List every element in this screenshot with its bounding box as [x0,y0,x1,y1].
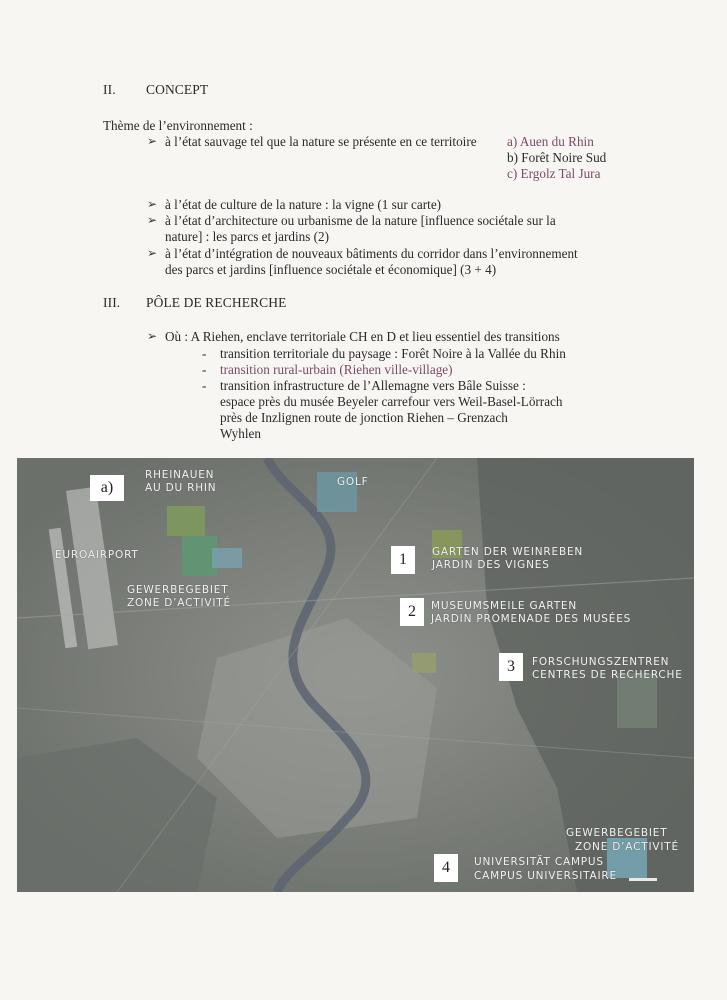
transition-rural-urbain: transition rural-urbain (Riehen ville-village) [220,362,453,377]
arrow-bullet-icon: ➢ [147,197,158,211]
arrow-bullet-icon: ➢ [147,329,158,343]
map-marker-4: 4 [434,854,458,882]
bullet-wild-nature: à l’état sauvage tel que la nature se présente en ce territoire [165,134,477,149]
bullet-integration-line2: des parcs et jardins [influence sociétale et économique] (3 + 4) [165,262,497,277]
map-marker-2: 2 [400,598,424,626]
arrow-bullet-icon: ➢ [147,213,158,227]
aerial-map [17,458,694,892]
map-marker-1: 1 [391,546,415,574]
label-zone-activite-2: ZONE D’ACTIVITÉ [575,841,679,853]
item-ergolz-tal-jura: c) Ergolz Tal Jura [507,166,601,181]
bullet-architecture-line2: nature] : les parcs et jardins (2) [165,229,330,244]
section-3-number: III. [103,295,121,310]
transition-infrastructure-line3: près de Inzlignen route de jonction Riehen – Grenzach [220,410,508,425]
label-zone-activite-1: ZONE D’ACTIVITÉ [127,597,231,609]
transition-infrastructure-line1: transition infrastructure de l’Allemagne vers Bâle Suisse : [220,378,526,393]
label-gewerbegebiet-1: GEWERBEGEBIET [127,584,229,596]
label-jardin-promenade: JARDIN PROMENADE DES MUSÉES [431,613,632,625]
label-forschungszentren: FORSCHUNGSZENTREN [532,656,670,668]
label-universitat-campus: UNIVERSITÄT CAMPUS [474,856,604,868]
label-museumsmeile: MUSEUMSMEILE GARTEN [431,600,578,612]
arrow-bullet-icon: ➢ [147,134,158,148]
bullet-culture-vigne: à l’état de culture de la nature : la vigne (1 sur carte) [165,197,442,212]
transition-territoriale: transition territoriale du paysage : Forêt Noire à la Vallée du Rhin [220,346,566,361]
dash: - [202,362,207,377]
label-golf: GOLF [337,476,369,488]
label-gewerbegebiet-2: GEWERBEGEBIET [566,827,668,839]
dash: - [202,346,207,361]
bullet-riehen: Où : A Riehen, enclave territoriale CH en D et lieu essentiel des transitions [165,329,560,344]
map-label-a: a) [90,475,124,501]
label-garten-weinreben: GARTEN DER WEINREBEN [432,546,584,558]
label-campus-universitaire: CAMPUS UNIVERSITAIRE [474,870,617,882]
label-centres-recherche: CENTRES DE RECHERCHE [532,669,683,681]
item-foret-noire-sud: b) Forêt Noire Sud [507,150,607,165]
section-2-title: CONCEPT [146,82,209,97]
section-2-number: II. [103,82,116,97]
bullet-integration-line1: à l’état d’intégration de nouveaux bâtiments du corridor dans l’environnement [165,246,578,261]
label-au-du-rhin: AU DU RHIN [145,482,217,494]
item-auen-du-rhin: a) Auen du Rhin [507,134,594,149]
dash: - [202,378,207,393]
bullet-architecture-line1: à l’état d’architecture ou urbanisme de la nature [influence sociétale sur la [165,213,556,228]
theme-heading: Thème de l’environnement : [103,118,253,133]
label-rheinauen: RHEINAUEN [145,469,215,481]
label-euroairport: EUROAIRPORT [55,549,139,561]
map-marker-3: 3 [499,653,523,681]
section-3-title: PÔLE DE RECHERCHE [146,295,287,310]
arrow-bullet-icon: ➢ [147,246,158,260]
transition-infrastructure-line2: espace près du musée Beyeler carrefour vers Weil-Basel-Lörrach [220,394,563,409]
label-jardin-vignes: JARDIN DES VIGNES [432,559,550,571]
transition-infrastructure-line4: Wyhlen [220,426,261,441]
